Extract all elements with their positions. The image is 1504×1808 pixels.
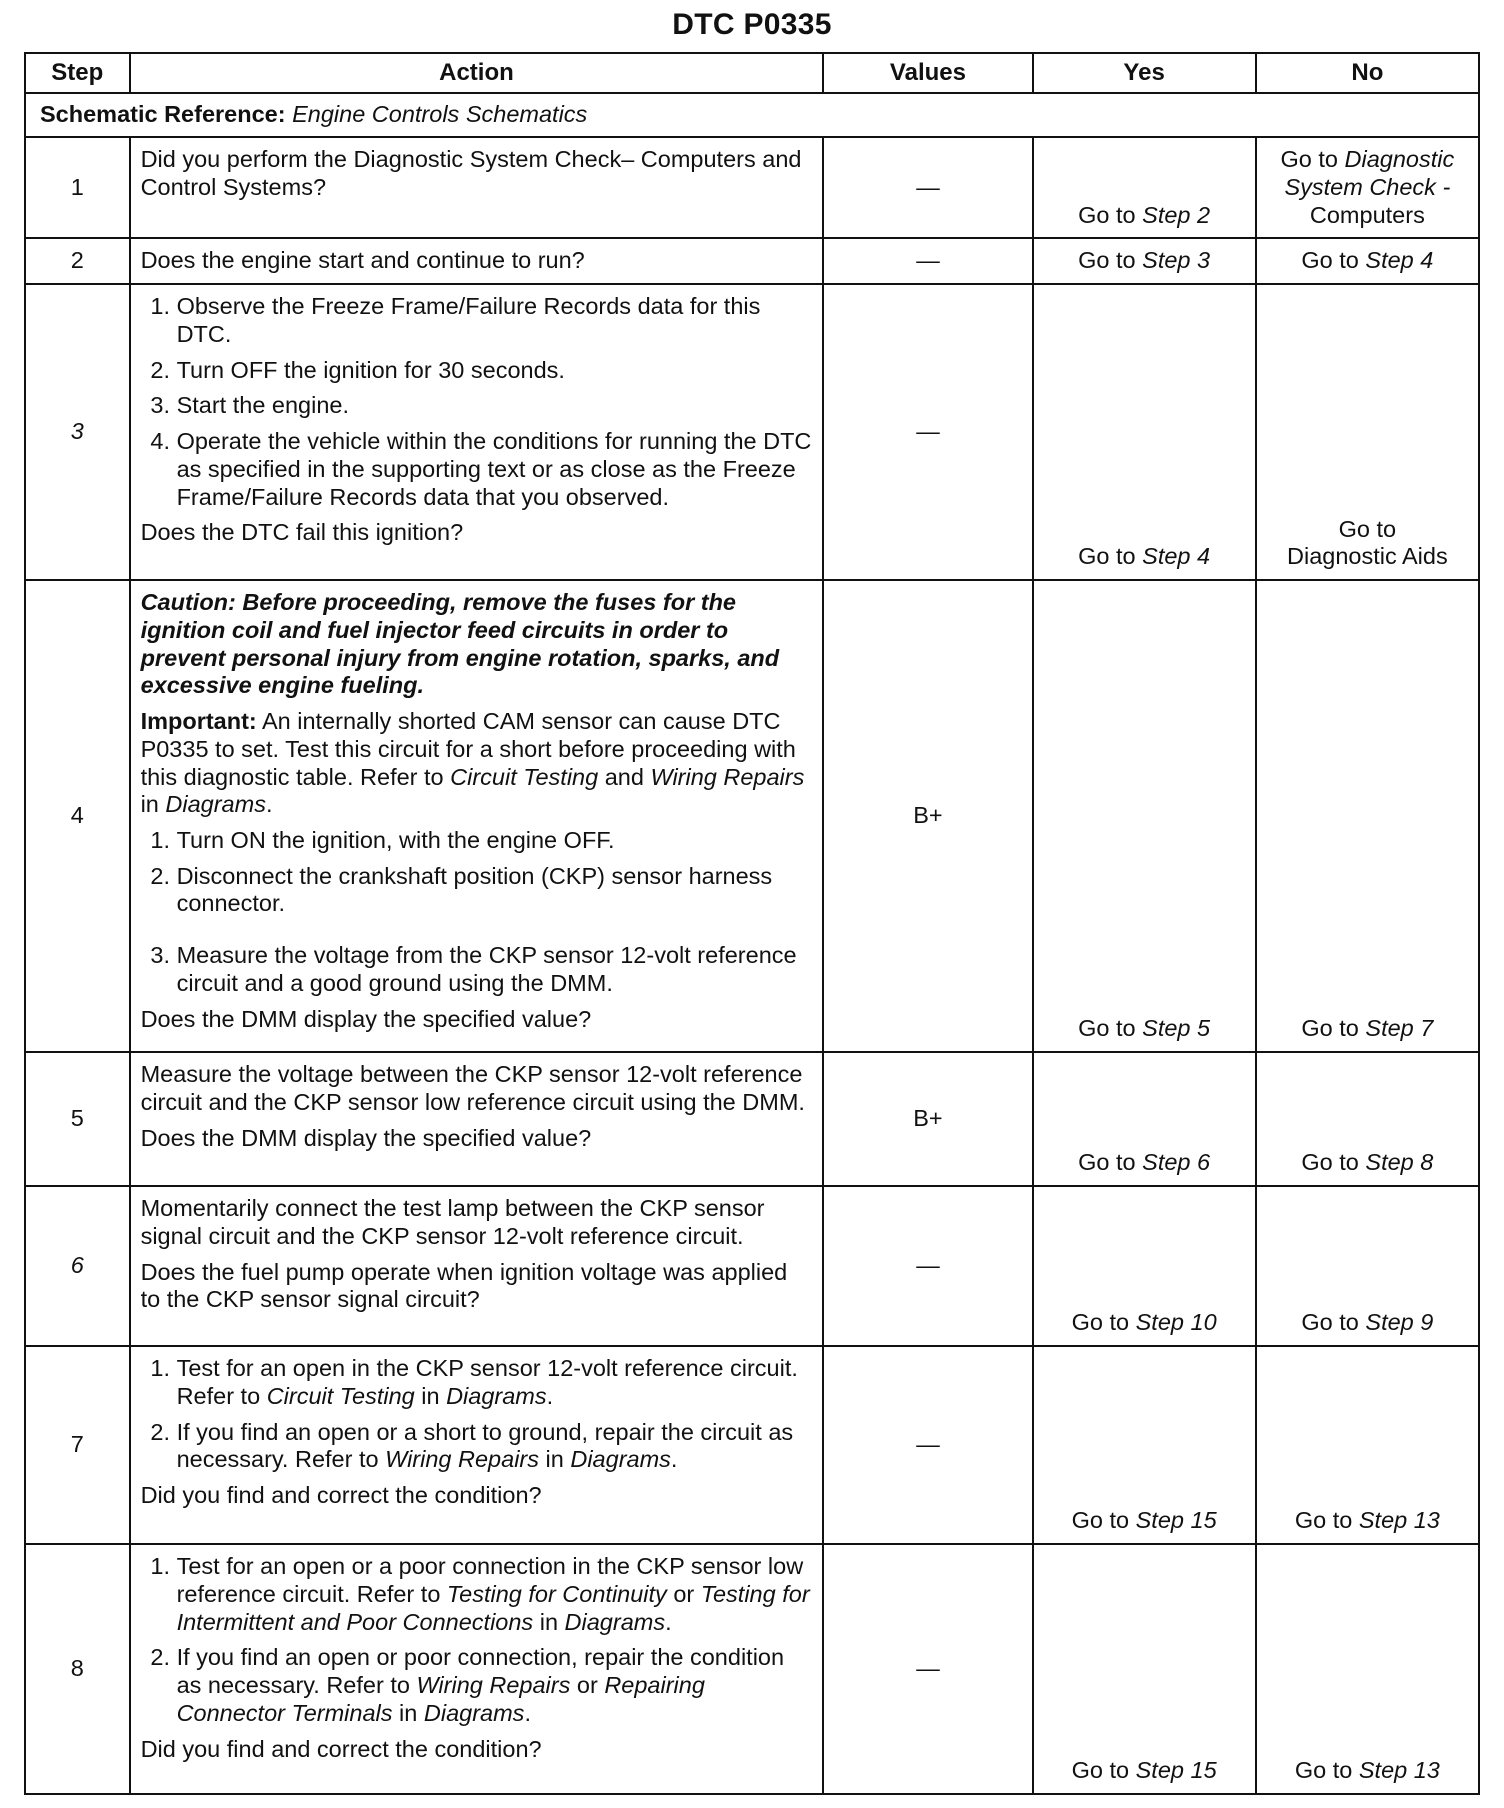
action-list [141, 1553, 813, 1727]
step-number: 3 [25, 284, 130, 580]
go-to-text: Go to [1301, 1015, 1366, 1042]
step-link[interactable]: Step 5 [1142, 1015, 1211, 1042]
and-text: and [598, 763, 651, 790]
step-link[interactable]: Step 13 [1358, 1507, 1440, 1534]
step-link[interactable]: Step 2 [1142, 201, 1211, 228]
circuit-testing-link[interactable]: Circuit Testing [450, 763, 599, 790]
step-link[interactable]: Step 15 [1135, 1757, 1217, 1784]
diagrams-link[interactable]: Diagrams [446, 1382, 547, 1409]
table-row [25, 238, 1479, 284]
list-item: 1. Turn ON the ignition, with the engine OFF. [177, 827, 813, 855]
list-item: 2. Disconnect the crankshaft position (CKP) sensor harness connector. [177, 863, 813, 918]
in-text: in [392, 1699, 424, 1726]
no-cell [1256, 238, 1479, 284]
header-values: Values [823, 53, 1032, 93]
go-to-text: Go to [1071, 1309, 1136, 1336]
values-cell: — [823, 238, 1032, 284]
yes-cell [1033, 1052, 1256, 1186]
action-cell [130, 1052, 824, 1186]
action-list [141, 827, 813, 998]
step-number: 4 [25, 580, 130, 1052]
action-text: Momentarily connect the test lamp between the CKP sensor signal circuit and the CKP sensor 12-volt reference circuit. [140, 1195, 765, 1249]
header-no: No [1256, 53, 1479, 93]
schematic-label: Schematic Reference: [40, 101, 286, 128]
table-row [25, 1052, 1479, 1186]
period-text: . [670, 1446, 678, 1473]
yes-cell [1033, 238, 1256, 284]
action-cell [130, 1186, 824, 1346]
question-text: Did you find and correct the condition? [140, 1735, 542, 1762]
diagnostic-system-check-link[interactable]: Diagnostic System Check - [1284, 146, 1455, 201]
period-text: . [546, 1382, 554, 1409]
action-cell [130, 1346, 824, 1544]
circuit-testing-link[interactable]: Circuit Testing [266, 1382, 415, 1409]
list-item: 2. Turn OFF the ignition for 30 seconds. [177, 357, 813, 385]
table-row [25, 580, 1479, 1052]
period-text: . [665, 1608, 672, 1635]
step-link[interactable]: Step 9 [1365, 1309, 1434, 1336]
page-title: DTC P0335 [672, 8, 832, 41]
diagnostic-table [24, 52, 1480, 1795]
in-text: in [414, 1382, 447, 1409]
header-action: Action [130, 53, 824, 93]
or-text: or [570, 1672, 605, 1699]
go-to-text: Go to [1301, 247, 1366, 274]
step-link[interactable]: Step 4 [1365, 247, 1434, 274]
action-list [141, 1355, 813, 1474]
go-to-text: Go to [1071, 1507, 1136, 1534]
step-number: 2 [25, 238, 130, 284]
go-to-text: Go to [1078, 543, 1143, 570]
no-cell [1256, 1544, 1479, 1794]
wiring-repairs-link[interactable]: Wiring Repairs [385, 1446, 539, 1473]
go-to-text: Go to [1338, 515, 1397, 542]
go-to-text: Go to [1294, 1507, 1359, 1534]
list-item [177, 1553, 813, 1636]
question-text: Does the DTC fail this ignition? [140, 519, 464, 546]
go-to-text: Go to [1078, 201, 1143, 228]
item-text: Test for an open in the CKP sensor 12-volt reference circuit. Refer to [176, 1355, 798, 1409]
caution-text: Caution: Before proceeding, remove the fuses for the ignition coil and fuel injector feed circuits in order to prevent personal injury from engine rotation, sparks, and excessive engine fueling. [140, 589, 780, 699]
in-text: in [140, 791, 166, 818]
or-text: or [666, 1580, 701, 1607]
go-to-text: Go to [1078, 1149, 1143, 1176]
values-cell: B+ [823, 1052, 1032, 1186]
step-number: 8 [25, 1544, 130, 1794]
values-cell: — [823, 137, 1032, 238]
go-to-text: Go to [1301, 1149, 1366, 1176]
table-row [25, 1186, 1479, 1346]
go-to-text: Go to [1078, 1015, 1143, 1042]
item-text: If you find an open or poor connection, repair the condition as necessary. Refer to [176, 1644, 785, 1699]
action-cell [130, 580, 824, 1052]
go-to-text: Go to [1071, 1757, 1136, 1784]
header-row [25, 53, 1479, 93]
step-link[interactable]: Step 3 [1142, 247, 1211, 274]
list-item: 4. Operate the vehicle within the conditions for running the DTC as specified in the supporting text or as close as the Freeze Frame/Failure Records data that you observed. [177, 428, 813, 511]
table-row [25, 137, 1479, 238]
period-text: . [265, 791, 273, 818]
action-cell [130, 1544, 824, 1794]
header-yes: Yes [1033, 53, 1256, 93]
step-link[interactable]: Step 8 [1365, 1149, 1434, 1176]
diagrams-link[interactable]: Diagrams [165, 791, 266, 818]
values-cell: B+ [823, 580, 1032, 1052]
step-number: 1 [25, 137, 130, 238]
step-link[interactable]: Step 15 [1135, 1507, 1217, 1534]
diagnostic-aids-link[interactable]: Diagnostic Aids [1287, 543, 1448, 570]
schematic-row [25, 93, 1479, 137]
question-text: Does the fuel pump operate when ignition voltage was applied to the CKP sensor signal circuit? [140, 1258, 788, 1313]
diagrams-link[interactable]: Diagrams [570, 1446, 671, 1473]
list-item [177, 1644, 813, 1727]
no-cell [1256, 580, 1479, 1052]
values-cell: — [823, 1544, 1032, 1794]
action-list [141, 293, 813, 511]
no-cell [1256, 284, 1479, 580]
in-text: in [539, 1446, 571, 1473]
step-link[interactable]: Step 6 [1142, 1149, 1211, 1176]
yes-cell [1033, 1346, 1256, 1544]
action-cell: Did you perform the Diagnostic System Check– Computers and Control Systems? [130, 137, 824, 238]
testing-for-continuity-link[interactable]: Testing for Continuity [446, 1580, 667, 1607]
diagrams-link[interactable]: Diagrams [423, 1699, 525, 1726]
go-to-text: Go to [1078, 247, 1143, 274]
table-row [25, 1346, 1479, 1544]
wiring-repairs-link[interactable]: Wiring Repairs [416, 1672, 571, 1699]
action-cell [130, 284, 824, 580]
list-item [177, 1355, 813, 1410]
step-number: 5 [25, 1052, 130, 1186]
yes-cell [1033, 284, 1256, 580]
step-link[interactable]: Step 10 [1135, 1309, 1217, 1336]
schematic-reference [25, 93, 1479, 137]
yes-cell [1033, 580, 1256, 1052]
question-text: Does the DMM display the specified value? [140, 1124, 592, 1151]
period-text: . [524, 1699, 531, 1726]
question-text: Does the DMM display the specified value? [140, 1005, 592, 1032]
table-row [25, 284, 1479, 580]
no-cell [1256, 137, 1479, 238]
step-number: 6 [25, 1186, 130, 1346]
list-item: 3. Start the engine. [177, 392, 813, 420]
important-label: Important: [140, 708, 257, 735]
important-note [141, 708, 813, 819]
values-cell: — [823, 284, 1032, 580]
go-to-text: Go to [1301, 1309, 1366, 1336]
item-text: Test for an open or a poor connection in the CKP sensor low reference circuit. Refer to [176, 1553, 804, 1607]
no-cell [1256, 1186, 1479, 1346]
repairing-connector-terminals-link[interactable]: Repairing Connector Terminals [176, 1672, 705, 1726]
values-cell: — [823, 1346, 1032, 1544]
step-link[interactable]: Step 7 [1365, 1015, 1434, 1042]
wiring-repairs-link[interactable]: Wiring Repairs [650, 763, 805, 790]
action-text: Measure the voltage between the CKP sensor 12-volt reference circuit and the CKP sensor low reference circuit using the DMM. [140, 1061, 805, 1115]
action-cell: Does the engine start and continue to run? [130, 238, 824, 284]
header-step: Step [25, 53, 130, 93]
list-item: 1. Observe the Freeze Frame/Failure Records data for this DTC. [177, 293, 813, 348]
yes-cell [1033, 1544, 1256, 1794]
yes-cell [1033, 1186, 1256, 1346]
list-item: 3. Measure the voltage from the CKP sensor 12-volt reference circuit and a good ground using the DMM. [177, 942, 813, 997]
go-to-text: Go to [1294, 1757, 1359, 1784]
table-row [25, 1544, 1479, 1794]
yes-cell [1033, 137, 1256, 238]
computers-text: Computers [1309, 201, 1425, 228]
list-item [177, 1419, 813, 1474]
in-text: in [533, 1608, 565, 1635]
important-text: An internally shorted CAM sensor can cause DTC P0335 to set. Test this circuit for a short before proceeding with this diagnostic table. Refer to [140, 708, 796, 790]
no-cell [1256, 1346, 1479, 1544]
schematic-value: Engine Controls Schematics [292, 101, 588, 128]
step-number: 7 [25, 1346, 130, 1544]
spacer [177, 926, 813, 942]
step-link[interactable]: Step 13 [1358, 1757, 1440, 1784]
testing-for-intermittent-link[interactable]: Testing for Intermittent and Poor Connections [176, 1580, 810, 1635]
values-cell: — [823, 1186, 1032, 1346]
diagrams-link[interactable]: Diagrams [564, 1608, 666, 1635]
go-to-text: Go to [1280, 146, 1345, 173]
item-text: If you find an open or a short to ground, repair the circuit as necessary. Refer to [176, 1418, 794, 1473]
no-cell [1256, 1052, 1479, 1186]
step-link[interactable]: Step 4 [1142, 543, 1211, 570]
question-text: Did you find and correct the condition? [140, 1482, 542, 1509]
